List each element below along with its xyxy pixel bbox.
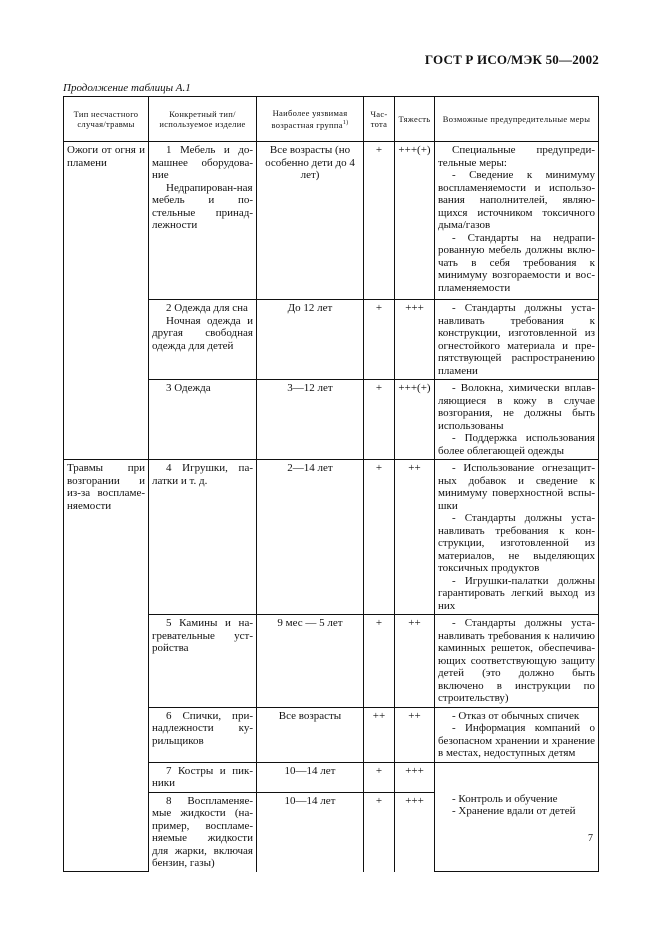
age-cell: 10—14 лет xyxy=(257,792,364,872)
frequency-cell: + xyxy=(364,142,395,300)
product-cell xyxy=(149,615,257,708)
severity-cell: +++(+) xyxy=(395,142,435,300)
severity-cell: +++(+) xyxy=(395,380,435,460)
col-header-frequency: Час-тота xyxy=(364,97,395,142)
measure-line: - Волокна, химически вплав-ляющиеся в кожу в случае возгорания, не должны быть использованы xyxy=(438,382,595,432)
product-cell xyxy=(149,762,257,792)
frequency-cell: + xyxy=(364,792,395,872)
age-cell: 3—12 лет xyxy=(257,380,364,460)
col-header-age xyxy=(257,97,364,142)
table-caption: Продолжение таблицы А.1 xyxy=(63,82,191,94)
measure-line: - Контроль и обучение xyxy=(452,792,558,805)
product-cell xyxy=(149,460,257,615)
measure-line: Специальные предупреди-тельные меры: xyxy=(438,144,595,169)
product-line: 5 Камины и на-гревательные уст-ройства xyxy=(152,617,253,654)
table-header-row xyxy=(64,97,599,142)
document-code: ГОСТ Р ИСО/МЭК 50—2002 xyxy=(424,52,599,67)
age-cell: Все возрасты xyxy=(257,707,364,762)
measure-line: - Поддержка использования более облегающей одежды xyxy=(438,432,595,457)
product-line: 1 Мебель и до-машнее оборудова-ние xyxy=(152,144,253,181)
product-line: 3 Одежда xyxy=(166,382,211,394)
measure-line: - Хранение вдали от детей xyxy=(452,805,576,817)
severity-cell: ++ xyxy=(395,615,435,708)
measure-line: - Стандарты должны уста-навливать требования к наличию каминных решеток, обеспечива-ющих соответствующую защиту детей (это должно быть включено в инструкции по строительству) xyxy=(438,617,595,704)
product-cell xyxy=(149,792,257,872)
measure-line: - Отказ от обычных спичек xyxy=(452,709,580,722)
table-row xyxy=(64,142,599,300)
injury-type-cell: Ожоги от огня и пламени xyxy=(64,142,149,460)
col-header-product: Конкретный тип/используемое изделие xyxy=(149,97,257,142)
measure-line: - Игрушки-палатки должны гарантировать легкий выход из них xyxy=(438,574,595,612)
page-number: 7 xyxy=(588,833,593,844)
severity-cell: ++ xyxy=(395,460,435,615)
measure-line: - Сведение к минимуму воспламеняемости и использо-вания наполнителей, являю-щихся источником токсичного дыма/газов xyxy=(438,169,595,231)
frequency-cell: + xyxy=(364,460,395,615)
frequency-cell: + xyxy=(364,615,395,708)
severity-cell: +++ xyxy=(395,792,435,872)
measures-cell xyxy=(435,460,599,615)
measures-table xyxy=(63,96,599,872)
product-line: 8 Воспламеняе-мые жидкости (на-пример, воспламе-няемые жидкости для жарки, включая бензин, газы) xyxy=(152,794,253,869)
product-line: 7 Костры и пик-ники xyxy=(152,764,253,789)
measures-cell xyxy=(435,300,599,380)
product-cell xyxy=(149,707,257,762)
product-line: 4 Игрушки, па-латки и т. д. xyxy=(152,462,253,487)
age-cell: 10—14 лет xyxy=(257,762,364,792)
age-cell: До 12 лет xyxy=(257,300,364,380)
col-header-severity: Тяжесть xyxy=(395,97,435,142)
age-cell: 9 мес — 5 лет xyxy=(257,615,364,708)
col-header-type: Тип несчастного случая/травмы xyxy=(64,97,149,142)
product-line: 2 Одежда для сна xyxy=(166,302,248,314)
measures-cell xyxy=(435,380,599,460)
measures-cell xyxy=(435,707,599,762)
product-cell xyxy=(149,142,257,300)
measure-line: - Стандарты должны уста-навливать требования к кон-струкции, изготовленной из материалов, не выделяющих токсичных продуктов xyxy=(438,512,595,574)
age-header-text: Наиболее уязвимая возрастная группа xyxy=(271,107,348,130)
frequency-cell: + xyxy=(364,762,395,792)
frequency-cell: + xyxy=(364,380,395,460)
col-header-measures: Возможные предупредительные меры xyxy=(435,97,599,142)
measures-cell xyxy=(435,762,599,872)
age-footnote-mark: 1) xyxy=(342,120,349,127)
severity-cell: ++ xyxy=(395,707,435,762)
measure-line: - Стандарты должны уста-навливать требования к конструкции, изготовленной из огнестойкого материала и пре-пятствующей распространению пламени xyxy=(438,302,595,377)
age-cell: Все возрасты (но особенно дети до 4 лет) xyxy=(257,142,364,300)
measure-line: - Информация компаний о безопасном хранении и хранение в местах, недоступных детям xyxy=(438,722,595,759)
measure-line: - Стандарты на недрапи-рованную мебель должны вклю-чать в себя требования к минимуму возгораемости и вос-пламеняемости xyxy=(438,231,595,294)
product-line: Недрапирован-ная мебель и по-стельные принад-лежности xyxy=(152,181,253,231)
frequency-cell: ++ xyxy=(364,707,395,762)
product-cell xyxy=(149,300,257,380)
product-cell xyxy=(149,380,257,460)
measures-cell xyxy=(435,615,599,708)
severity-cell: +++ xyxy=(395,762,435,792)
frequency-cell: + xyxy=(364,300,395,380)
injury-type-cell: Травмы при возгорании и из-за воспламе-няемости xyxy=(64,460,149,872)
age-cell: 2—14 лет xyxy=(257,460,364,615)
measure-line: - Использование огнезащит-ных добавок и сведение к минимуму поверхностной вспы-шки xyxy=(438,462,595,512)
measures-cell xyxy=(435,142,599,300)
product-line: 6 Спички, при-надлежности ку-рильщиков xyxy=(152,709,253,747)
product-line: Ночная одежда и другая свободная одежда для детей xyxy=(152,314,253,352)
severity-cell: +++ xyxy=(395,300,435,380)
table-row xyxy=(64,460,599,615)
